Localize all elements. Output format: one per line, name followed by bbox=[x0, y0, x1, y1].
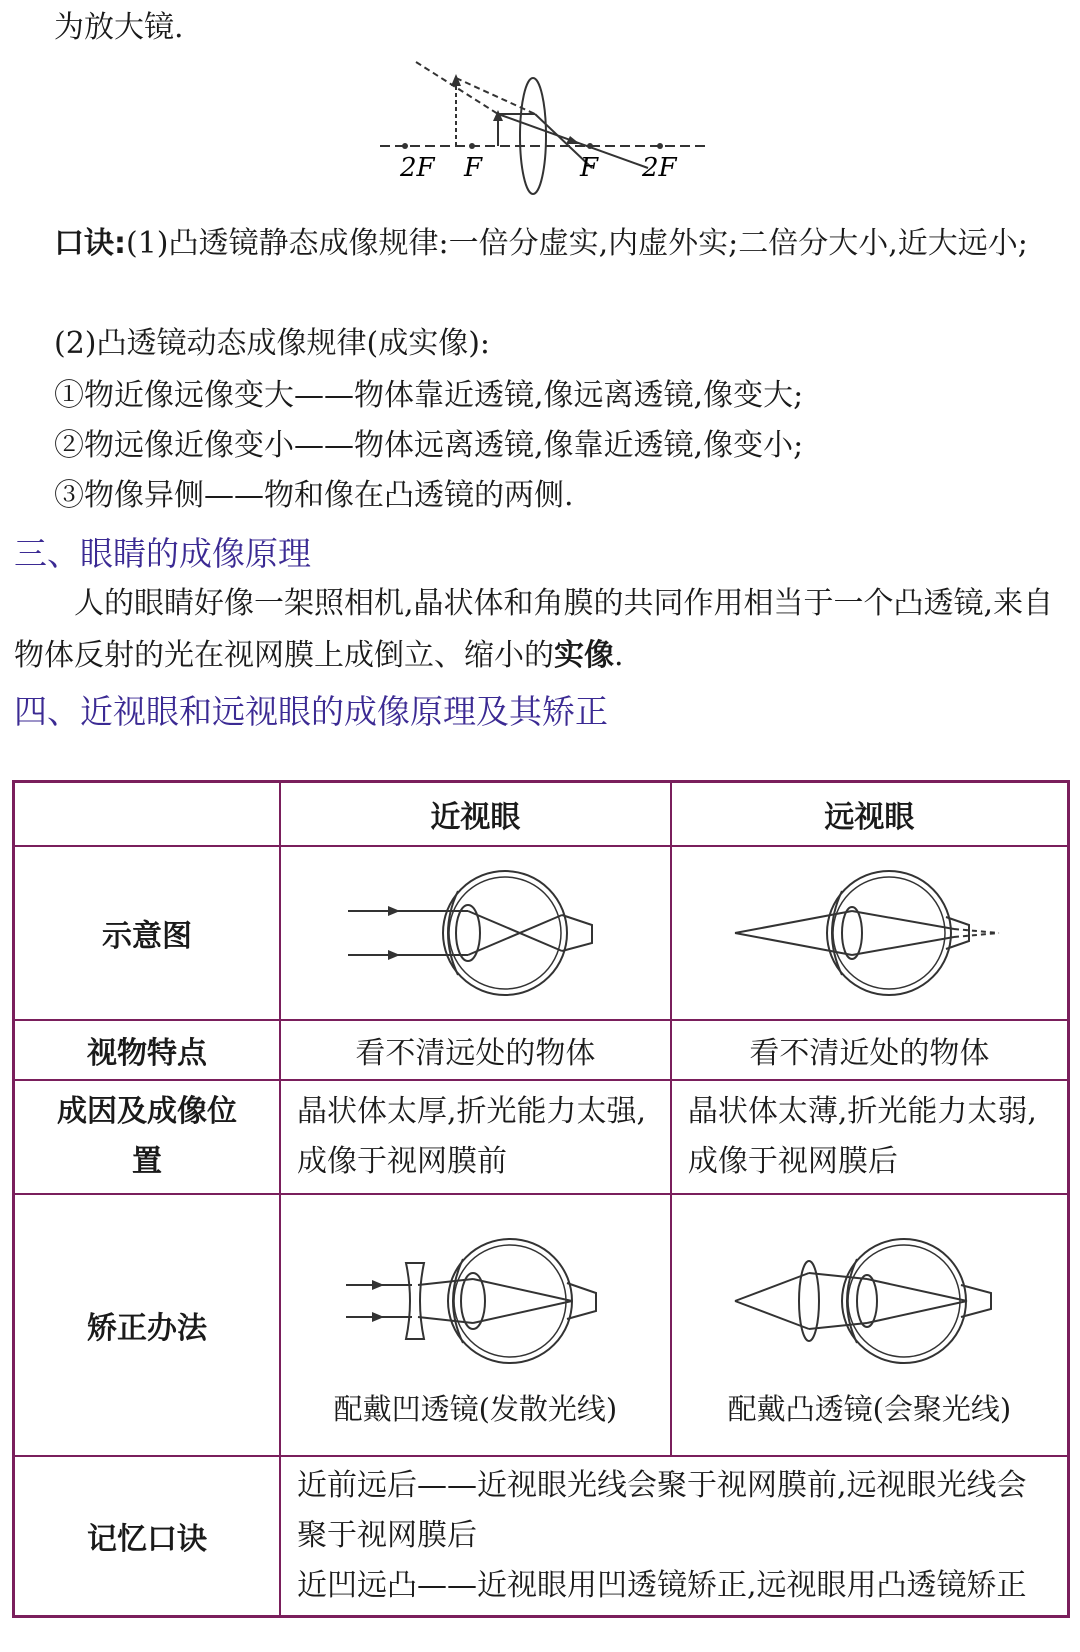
correct-hyperopia-cell bbox=[671, 1194, 1069, 1456]
myopia-correction-diagram bbox=[340, 1221, 610, 1381]
section-3-text: 人的眼睛好像一架照相机,晶状体和角膜的共同作用相当于一个凸透镜,来自物体反射的光在视网膜上成倒立、缩小的 bbox=[14, 586, 1054, 673]
feature-hyperopia: 看不清近处的物体 bbox=[671, 1020, 1069, 1080]
hyperopia-diagram-cell bbox=[671, 846, 1069, 1020]
table-row-diagram bbox=[14, 846, 1069, 1020]
eye-comparison-table bbox=[12, 780, 1070, 1618]
section-3-text-end: . bbox=[614, 638, 624, 673]
section-3-heading: 三、眼睛的成像原理 bbox=[14, 534, 311, 573]
memory-line-1: 近前远后——近视眼光线会聚于视网膜前,远视眼光线会聚于视网膜后 bbox=[297, 1467, 1027, 1553]
memory-line-2: 近凹远凸——近视眼用凹透镜矫正,远视眼用凸透镜矫正 bbox=[297, 1567, 1027, 1603]
row-diagram-label: 示意图 bbox=[14, 846, 281, 1020]
cause-myopia: 晶状体太厚,折光能力太强,成像于视网膜前 bbox=[280, 1080, 671, 1194]
row-memory-label: 记忆口诀 bbox=[14, 1456, 281, 1617]
correct-hyperopia-caption: 配戴凸透镜(会聚光线) bbox=[727, 1392, 1012, 1426]
row-feature-label: 视物特点 bbox=[14, 1020, 281, 1080]
section-4-heading: 四、近视眼和远视眼的成像原理及其矫正 bbox=[14, 692, 608, 731]
label-2f-left: 2F bbox=[400, 153, 435, 183]
myopia-eye-diagram bbox=[340, 853, 610, 1013]
cause-hyperopia: 晶状体太薄,折光能力太弱,成像于视网膜后 bbox=[671, 1080, 1069, 1194]
myopia-diagram-cell bbox=[280, 846, 671, 1020]
table-row-memory bbox=[14, 1456, 1069, 1617]
feature-myopia: 看不清远处的物体 bbox=[280, 1020, 671, 1080]
label-f-right: F bbox=[580, 153, 599, 183]
rhyme-line-1-text: (1)凸透镜静态成像规律:一倍分虚实,内虚外实;二倍分大小,近大远小; bbox=[126, 226, 1028, 261]
table-row-feature bbox=[14, 1020, 1069, 1080]
row-cause-label: 成因及成像位置 bbox=[14, 1080, 281, 1194]
row-correct-label: 矫正办法 bbox=[14, 1194, 281, 1456]
corner-cell bbox=[14, 782, 281, 846]
hyperopia-eye-diagram bbox=[729, 853, 1009, 1013]
rhyme-label: 口诀: bbox=[54, 226, 126, 261]
convex-lens-diagram bbox=[380, 58, 710, 208]
rhyme-item-3: ③物像异侧——物和像在凸透镜的两侧. bbox=[54, 478, 574, 513]
section-3-bold-term: 实像 bbox=[554, 638, 614, 673]
rhyme-item-2: ②物远像近像变小——物体远离透镜,像靠近透镜,像变小; bbox=[54, 428, 804, 463]
memory-cell bbox=[280, 1456, 1069, 1617]
table-row-cause bbox=[14, 1080, 1069, 1194]
col-myopia-header: 近视眼 bbox=[280, 782, 671, 846]
convex-lens-shape bbox=[520, 78, 546, 194]
correct-myopia-caption: 配戴凹透镜(发散光线) bbox=[333, 1392, 618, 1426]
correct-myopia-cell bbox=[280, 1194, 671, 1456]
intro-text: 为放大镜. bbox=[54, 10, 184, 45]
rhyme-item-1: ①物近像远像变大——物体靠近透镜,像远离透镜,像变大; bbox=[54, 378, 804, 413]
col-hyperopia-header: 远视眼 bbox=[671, 782, 1069, 846]
rhyme-line-2: (2)凸透镜动态成像规律(成实像): bbox=[54, 326, 491, 361]
table-header-row bbox=[14, 782, 1069, 846]
label-f-left: F bbox=[464, 153, 483, 183]
concave-lens-shape bbox=[406, 1263, 424, 1339]
rhyme-line-1 bbox=[54, 218, 1064, 270]
hyperopia-correction-diagram bbox=[729, 1221, 1009, 1381]
section-3-paragraph bbox=[14, 578, 1064, 682]
label-2f-right: 2F bbox=[642, 153, 677, 183]
table-row-correct bbox=[14, 1194, 1069, 1456]
